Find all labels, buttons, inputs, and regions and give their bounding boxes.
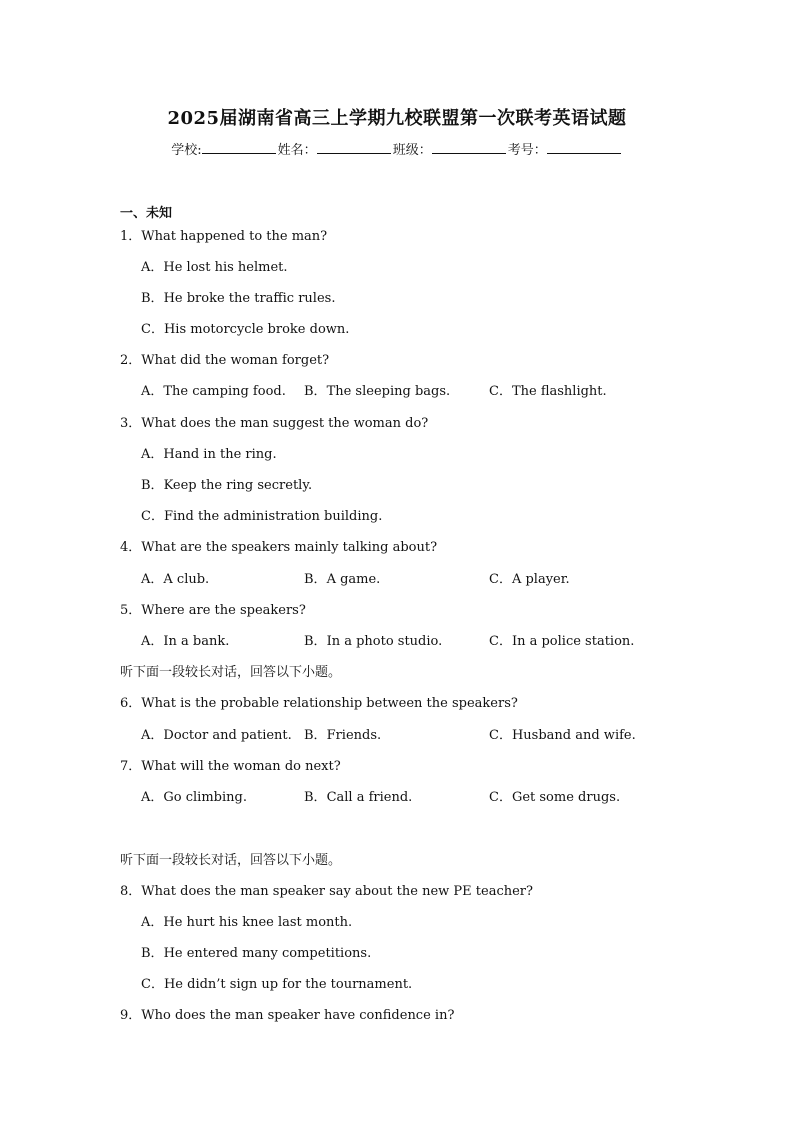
q8-option-a: A．He hurt his knee last month.	[141, 915, 353, 930]
q7-option-c: C．Get some drugs.	[489, 790, 621, 805]
class-label: 班级：	[392, 143, 432, 158]
q8-option-c: C．He didn’t sign up for the tournament.	[141, 977, 413, 992]
q5-option-a: A．In a bank.	[141, 634, 230, 649]
name-blank	[317, 141, 391, 154]
question-9: 9．Who does the man speaker have confidence in?	[120, 1008, 455, 1023]
q1-option-b: B．He broke the traffic rules.	[141, 291, 336, 306]
q2-option-b: B．The sleeping bags.	[304, 384, 451, 399]
q3-option-c: C．Find the administration building.	[141, 509, 383, 524]
q5-option-c: C．In a police station.	[489, 634, 635, 649]
q2-option-c: C．The flashlight.	[489, 384, 607, 399]
q6-option-b: B．Friends.	[304, 728, 382, 743]
question-3: 3．What does the man suggest the woman do?	[120, 416, 429, 431]
q5-option-b: B．In a photo studio.	[304, 634, 443, 649]
question-1: 1．What happened to the man?	[120, 229, 328, 244]
long-dialogue-note-2: 听下面一段较长对话，回答以下小题。	[120, 853, 342, 868]
q1-option-a: A．He lost his helmet.	[141, 260, 288, 275]
question-5: 5．Where are the speakers?	[120, 603, 306, 618]
q4-option-a: A．A club.	[141, 572, 210, 587]
exam-no-blank	[547, 141, 621, 154]
q4-option-b: B．A game.	[304, 572, 381, 587]
section-heading: 一、未知	[120, 206, 173, 221]
question-4: 4．What are the speakers mainly talking about?	[120, 540, 438, 555]
q2-option-a: A．The camping food.	[141, 384, 286, 399]
q6-option-a: A．Doctor and patient.	[141, 728, 292, 743]
q1-option-c: C．His motorcycle broke down.	[141, 322, 350, 337]
school-label: 学校:	[171, 143, 202, 158]
school-blank	[202, 141, 276, 154]
class-blank	[432, 141, 506, 154]
question-7: 7．What will the woman do next?	[120, 759, 341, 774]
q3-option-a: A．Hand in the ring.	[141, 447, 277, 462]
q6-option-c: C．Husband and wife.	[489, 728, 636, 743]
exam-no-label: 考号：	[507, 143, 547, 158]
name-label: 姓名：	[277, 143, 317, 158]
question-2: 2．What did the woman forget?	[120, 353, 330, 368]
question-8: 8．What does the man speaker say about the new PE teacher?	[120, 884, 533, 899]
student-info-line	[0, 139, 794, 158]
q7-option-a: A．Go climbing.	[141, 790, 247, 805]
q4-option-c: C．A player.	[489, 572, 570, 587]
q3-option-b: B．Keep the ring secretly.	[141, 478, 313, 493]
question-6: 6．What is the probable relationship between the speakers?	[120, 696, 518, 711]
page-title: 2025届湖南省高三上学期九校联盟第一次联考英语试题	[167, 108, 627, 129]
q8-option-b: B．He entered many competitions.	[141, 946, 372, 961]
q7-option-b: B．Call a friend.	[304, 790, 413, 805]
long-dialogue-note-1: 听下面一段较长对话，回答以下小题。	[120, 665, 342, 680]
